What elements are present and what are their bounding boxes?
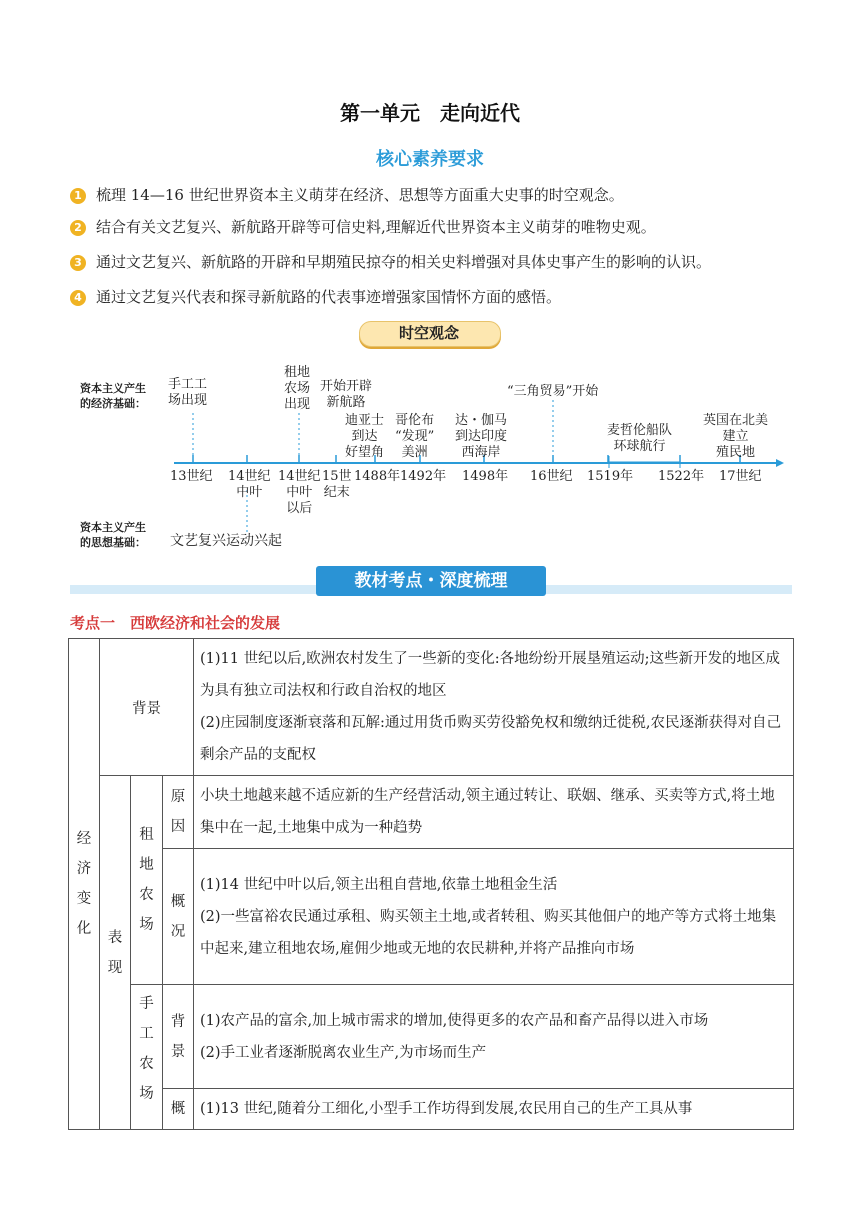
tick-1488: 1488年 xyxy=(354,469,401,484)
event-columbus: 哥伦布 “发现” 美洲 xyxy=(395,413,435,460)
keypoint-title: 考点一 西欧经济和社会的发展 xyxy=(70,614,281,632)
ov2-text: (1)13 世纪,随着分工细化,小型手工作坊得到发展,农民用自己的生产工具从事 xyxy=(194,1089,794,1130)
tick-15c-end: 15世 纪末 xyxy=(322,469,352,500)
tick-14c-mid: 14世纪 中叶 xyxy=(228,469,271,500)
requirement-text: 结合有关文艺复兴、新航路开辟等可信史料,理解近代世界资本主义萌芽的唯物史观。 xyxy=(96,218,656,236)
reason-label: 原 因 xyxy=(163,776,194,849)
ov2-label: 概 xyxy=(163,1089,194,1130)
requirement-text: 通过文艺复兴、新航路的开辟和早期殖民掠夺的相关史料增强对具体史事产生的影响的认识。 xyxy=(96,253,712,271)
tick-1522: 1522年 xyxy=(658,469,705,484)
tick-1492: 1492年 xyxy=(400,469,447,484)
event-magellan: 麦哲伦船队 环球航行 xyxy=(607,423,673,454)
event-new-route: 开始开辟 新航路 xyxy=(320,379,373,410)
reason-text: 小块土地越来越不适应新的生产经营活动,领主通过转让、联姻、继承、买卖等方式,将土地集中在一起,土地集中成为一种趋势 xyxy=(194,776,794,849)
background-label: 背景 xyxy=(100,639,194,776)
number-badge: 2 xyxy=(70,220,86,236)
requirement-text: 梳理 14—16 世纪世界资本主义萌芽在经济、思想等方面重大史事的时空观念。 xyxy=(96,186,624,204)
section-badge: 教材考点・深度梳理 xyxy=(316,566,546,596)
table-row xyxy=(69,1089,794,1130)
background-text: (1)11 世纪以后,欧洲农村发生了一些新的变化:各地纷纷开展垦殖运动;这些新开发的地区成为具有独立司法权和行政自治权的地区 (2)庄园制度逐渐衰落和瓦解:通过用货币购买劳役豁免权和缴纳迁徙税,农民逐渐获得对自己剩余产品的支配权 xyxy=(194,639,794,776)
overview-text: (1)14 世纪中叶以后,领主出租自营地,依靠土地租金生活 (2)一些富裕农民通过承租、购买领主土地,或者转租、购买其他佃户的地产等方式将土地集中起来,建立租地农场,雇佣少地或无地的农民耕种,并将产品推向市场 xyxy=(194,849,794,985)
bg2-label: 背 景 xyxy=(163,985,194,1089)
table-row xyxy=(69,776,794,849)
tick-13c: 13世纪 xyxy=(170,469,213,484)
thought-basis-label: 资本主义产生 的思想基础： xyxy=(80,521,146,549)
econ-basis-label: 资本主义产生 的经济基础： xyxy=(80,382,146,410)
axis-arrow xyxy=(776,459,784,467)
table-row xyxy=(69,985,794,1089)
event-triangle-trade: “三角贸易”开始 xyxy=(507,384,599,399)
table-row xyxy=(69,639,794,776)
overview-label: 概 况 xyxy=(163,849,194,985)
event-gama: 达・伽马 到达印度 西海岸 xyxy=(455,413,508,460)
econ-change-cell: 经 济 变 化 xyxy=(69,639,100,1130)
content-table xyxy=(68,638,794,1130)
unit-title: 第一单元 走向近代 xyxy=(340,101,520,125)
table-row xyxy=(69,849,794,985)
tick-17c: 17世纪 xyxy=(719,469,762,484)
event-rental-farm: 租地 农场 出现 xyxy=(284,365,311,412)
event-handcraft: 手工工 场出现 xyxy=(168,377,208,408)
tick-1519: 1519年 xyxy=(587,469,634,484)
event-renaissance: 文艺复兴运动兴起 xyxy=(170,533,282,549)
biaoxian-cell: 表 现 xyxy=(100,776,131,1130)
event-colony: 英国在北美 建立 殖民地 xyxy=(703,413,769,460)
tick-1498: 1498年 xyxy=(462,469,509,484)
tick-14c-after: 14世纪 中叶 以后 xyxy=(278,469,321,516)
bg2-text: (1)农产品的富余,加上城市需求的增加,使得更多的农产品和畜产品得以进入市场 (2)手工业者逐渐脱离农业生产,为市场而生产 xyxy=(194,985,794,1089)
number-badge: 4 xyxy=(70,290,86,306)
number-badge: 3 xyxy=(70,255,86,271)
requirement-text: 通过文艺复兴代表和探寻新航路的代表事迹增强家国情怀方面的感悟。 xyxy=(96,288,562,306)
event-dias: 迪亚士 到达 好望角 xyxy=(345,413,385,460)
core-requirements-title: 核心素养要求 xyxy=(376,149,484,170)
tick-16c: 16世纪 xyxy=(530,469,573,484)
rental-farm-cell: 租 地 农 场 xyxy=(131,776,163,985)
hand-farm-cell: 手 工 农 场 xyxy=(131,985,163,1130)
number-badge: 1 xyxy=(70,188,86,204)
timeline-banner-text: 时空观念 xyxy=(398,324,459,342)
